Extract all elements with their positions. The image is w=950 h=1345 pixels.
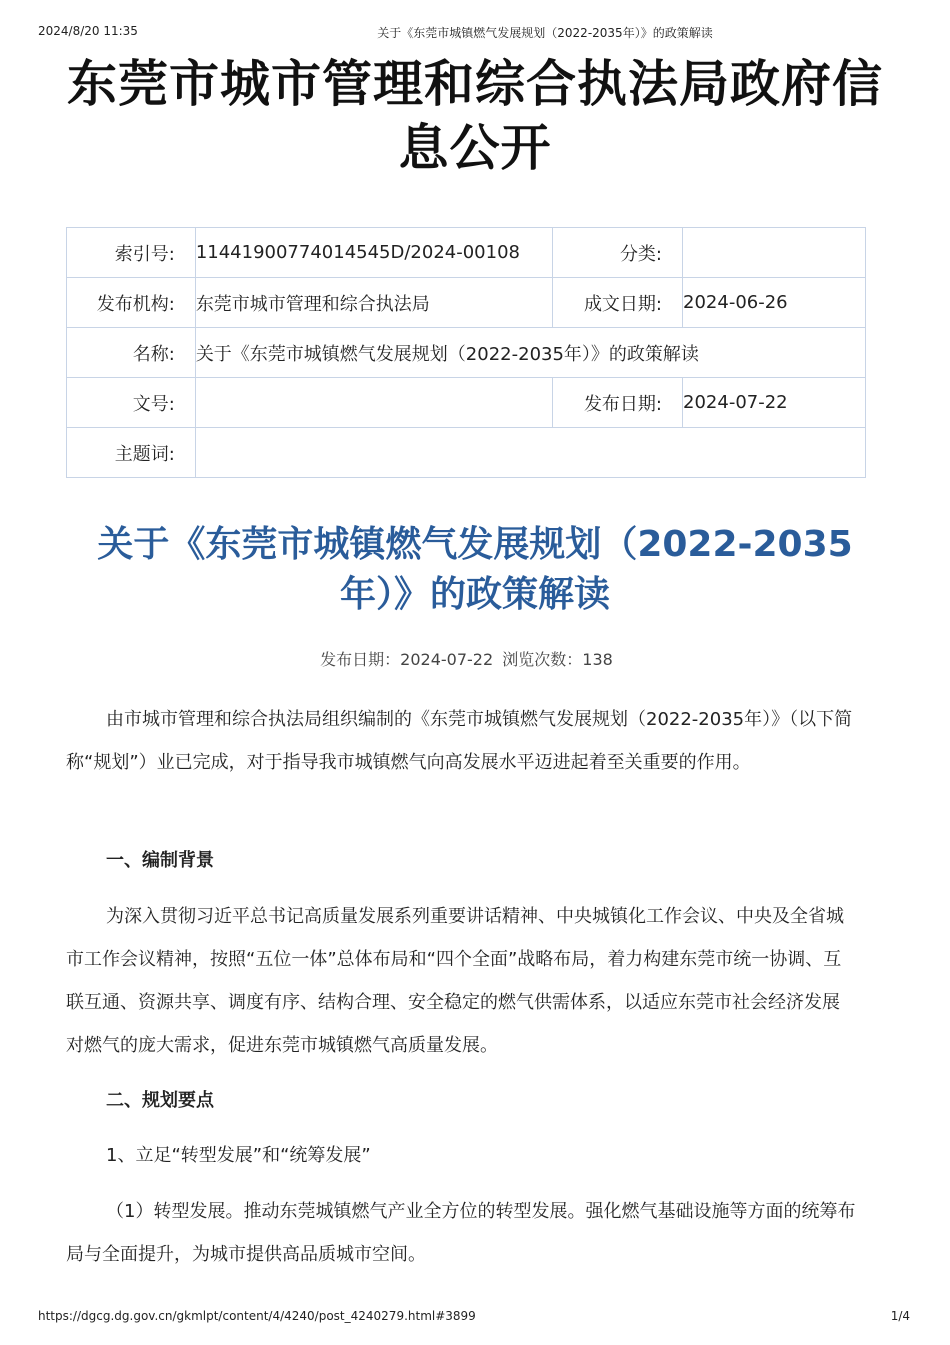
heading: 二、规划要点 bbox=[106, 1090, 214, 1111]
publisher-value: 东莞市城市管理和综合执法局 bbox=[195, 278, 552, 328]
paragraph-background bbox=[66, 895, 856, 1067]
meta-row bbox=[67, 278, 866, 328]
docno-label: 文号: bbox=[67, 378, 196, 428]
view-count: 浏览次数：138 bbox=[502, 650, 613, 669]
section-heading-1 bbox=[66, 839, 856, 882]
subheading: 1、立足“转型发展”和“统筹发展” bbox=[106, 1145, 371, 1166]
written-date-value: 2024-06-26 bbox=[683, 278, 866, 328]
meta-row bbox=[67, 378, 866, 428]
publish-info bbox=[0, 647, 933, 670]
meta-row bbox=[67, 328, 866, 378]
paragraph-intro bbox=[66, 698, 856, 784]
pubdate-value: 2024-07-22 bbox=[683, 378, 866, 428]
pubdate-label: 发布日期: bbox=[553, 378, 683, 428]
article-title-line2: 年）》的政策解读 bbox=[339, 574, 610, 615]
name-value: 关于《东莞市城镇燃气发展规划（2022-2035年）》的政策解读 bbox=[195, 328, 865, 378]
print-header bbox=[0, 24, 950, 40]
category-label: 分类: bbox=[553, 228, 683, 278]
index-value: 11441900774014545D/2024-00108 bbox=[195, 228, 552, 278]
paragraph: （1）转型发展。推动东莞城镇燃气产业全方位的转型发展。强化燃气基础设施等方面的统筹布局与全面提升，为城市提供高品质城市空间。 bbox=[66, 1201, 856, 1265]
category-value bbox=[683, 228, 866, 278]
heading: 一、编制背景 bbox=[106, 850, 214, 871]
meta-row bbox=[67, 228, 866, 278]
section-heading-2 bbox=[66, 1079, 856, 1122]
paragraph-transform bbox=[66, 1190, 856, 1276]
page-number: 1/4 bbox=[890, 1309, 910, 1323]
meta-row bbox=[67, 428, 866, 478]
metadata-table bbox=[66, 227, 866, 478]
written-date-label: 成文日期: bbox=[553, 278, 683, 328]
article-title bbox=[40, 520, 910, 620]
site-title-line2: 息公开 bbox=[398, 119, 552, 177]
paragraph: 为深入贯彻习近平总书记高质量发展系列重要讲话精神、中央城镇化工作会议、中央及全省城市工作会议精神，按照“五位一体”总体布局和“四个全面”战略布局，着力构建东莞市统一协调、互联互通、资源共享、调度有序、结构合理、安全稳定的燃气供需体系，以适应东莞市社会经济发展对燃气的庞大需求，促进东莞市城镇燃气高质量发展。 bbox=[66, 906, 844, 1056]
site-title bbox=[40, 52, 910, 180]
print-timestamp: 2024/8/20 11:35 bbox=[38, 24, 138, 38]
publisher-label: 发布机构: bbox=[67, 278, 196, 328]
print-url: https://dgcg.dg.gov.cn/gkmlpt/content/4/4240/post_4240279.html#3899 bbox=[38, 1309, 476, 1323]
print-doc-title: 关于《东莞市城镇燃气发展规划（2022-2035年）》的政策解读 bbox=[377, 26, 713, 40]
article-title-line1: 关于《东莞市城镇燃气发展规划（2022-2035 bbox=[97, 524, 853, 565]
site-title-line1: 东莞市城市管理和综合执法局政府信 bbox=[67, 55, 883, 113]
publish-date: 发布日期：2024-07-22 bbox=[320, 650, 494, 669]
keywords-value bbox=[195, 428, 865, 478]
keywords-label: 主题词: bbox=[67, 428, 196, 478]
docno-value bbox=[195, 378, 552, 428]
subheading-1 bbox=[66, 1134, 856, 1177]
index-label: 索引号: bbox=[67, 228, 196, 278]
paragraph: 由市城市管理和综合执法局组织编制的《东莞市城镇燃气发展规划（2022-2035年）》（以下简称“规划”）业已完成，对于指导我市城镇燃气向高发展水平迈进起着至关重要的作用。 bbox=[66, 709, 853, 773]
name-label: 名称: bbox=[67, 328, 196, 378]
